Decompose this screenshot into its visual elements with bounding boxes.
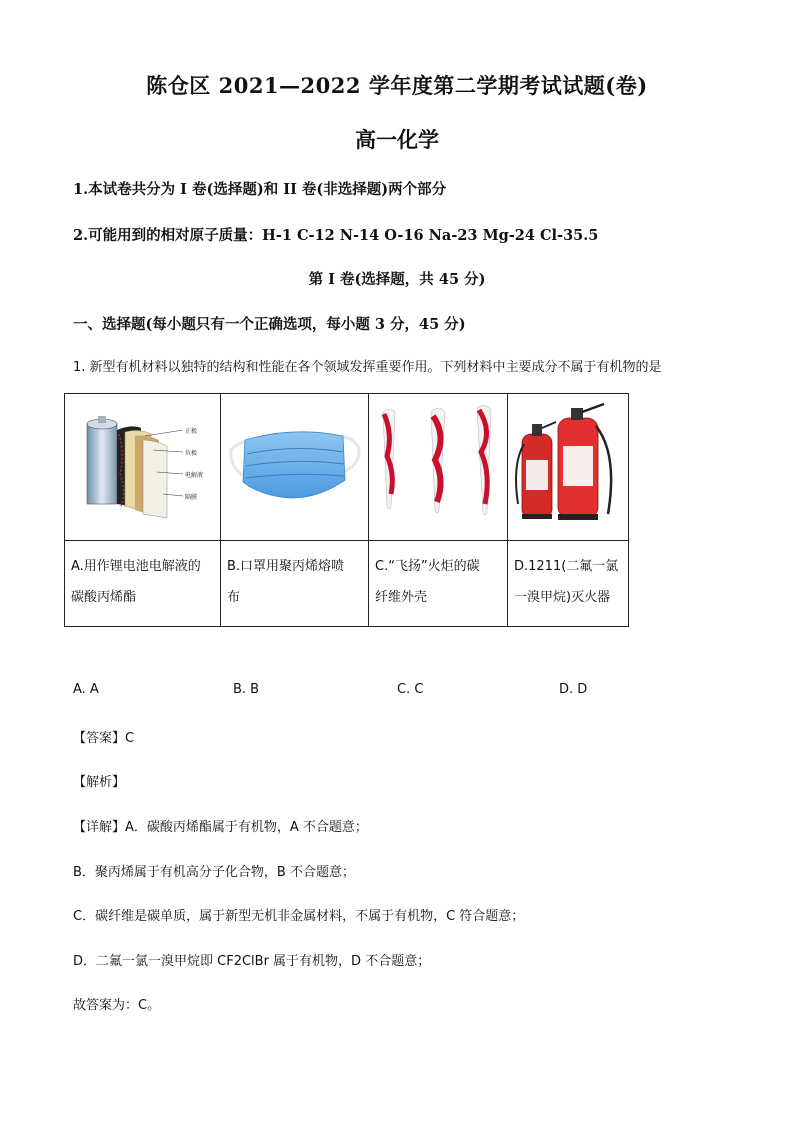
torch-image-cell xyxy=(369,394,508,541)
lithium-battery-figure xyxy=(65,394,220,540)
item-b-line2: 布 xyxy=(227,590,241,605)
face-mask-figure xyxy=(221,394,368,540)
item-d-line2: 一溴甲烷)灭火器 xyxy=(514,590,611,605)
detail-line-5: 故答案为：C。 xyxy=(73,998,161,1013)
detail-line-3: C．碳纤维是碳单质，属于新型无机非金属材料，不属于有机物，C 符合题意； xyxy=(73,909,525,924)
answer-label: 【答案】C xyxy=(73,731,135,746)
item-b-line1: B.口罩用聚丙烯熔喷 xyxy=(227,559,345,574)
section-title: 第 I 卷(选择题，共 45 分) xyxy=(308,271,486,288)
detail-line-4: D．二氟一氯一溴甲烷即 CF2ClBr 属于有机物，D 不合题意； xyxy=(73,954,431,969)
detail-line-2: B．聚丙烯属于有机高分子化合物，B 不合题意； xyxy=(73,865,355,880)
mask-image-cell xyxy=(221,394,369,541)
option-b: B. B xyxy=(233,682,260,697)
analysis-label: 【解析】 xyxy=(73,775,126,790)
label-negative: 负极 xyxy=(185,450,198,457)
item-c-line1: C.“飞扬”火炬的碳 xyxy=(375,559,480,574)
extinguisher-image-cell xyxy=(508,394,629,541)
item-a-line1: A.用作锂电池电解液的 xyxy=(71,559,201,574)
item-d-line1: D.1211(二氟一氯 xyxy=(514,559,619,574)
item-a-line2: 碳酸丙烯酯 xyxy=(71,590,137,605)
label-electrolyte: 电解液 xyxy=(185,472,204,479)
question-stem: 1. 新型有机材料以独特的结构和性能在各个领域发挥重要作用。下列材料中主要成分不属于有机物的是 xyxy=(73,360,662,375)
item-c-line2: 纤维外壳 xyxy=(375,590,428,605)
instruction-note-2: 2.可能用到的相对原子质量：H-1 C-12 N-14 O-16 Na-23 Mg-24 Cl-35.5 xyxy=(73,227,599,244)
detail-line-1: 【详解】A．碳酸丙烯酯属于有机物，A 不合题意； xyxy=(73,820,368,835)
item-d xyxy=(508,541,629,627)
item-c xyxy=(369,541,508,627)
part-heading: 一、选择题(每小题只有一个正确选项，每小题 3 分，45 分) xyxy=(73,316,466,333)
option-a: A. A xyxy=(73,682,99,697)
image-row xyxy=(65,394,629,541)
instruction-note-1: 1.本试卷共分为 I 卷(选择题)和 II 卷(非选择题)两个部分 xyxy=(73,181,447,198)
subject-title: 高一化学 xyxy=(355,127,439,152)
caption-row xyxy=(65,541,629,627)
label-separator: 隔膜 xyxy=(185,494,198,501)
item-a xyxy=(65,541,221,627)
option-c: C. C xyxy=(397,682,424,697)
option-d: D. D xyxy=(559,682,588,697)
torch-figure xyxy=(369,394,507,540)
fire-extinguisher-figure xyxy=(508,394,628,540)
battery-image-cell xyxy=(65,394,221,541)
label-positive: 正极 xyxy=(185,428,198,435)
item-b xyxy=(221,541,369,627)
page-title: 陈仓区 2021—2022 学年度第二学期考试试题(卷) xyxy=(146,73,648,98)
materials-table xyxy=(64,393,629,627)
